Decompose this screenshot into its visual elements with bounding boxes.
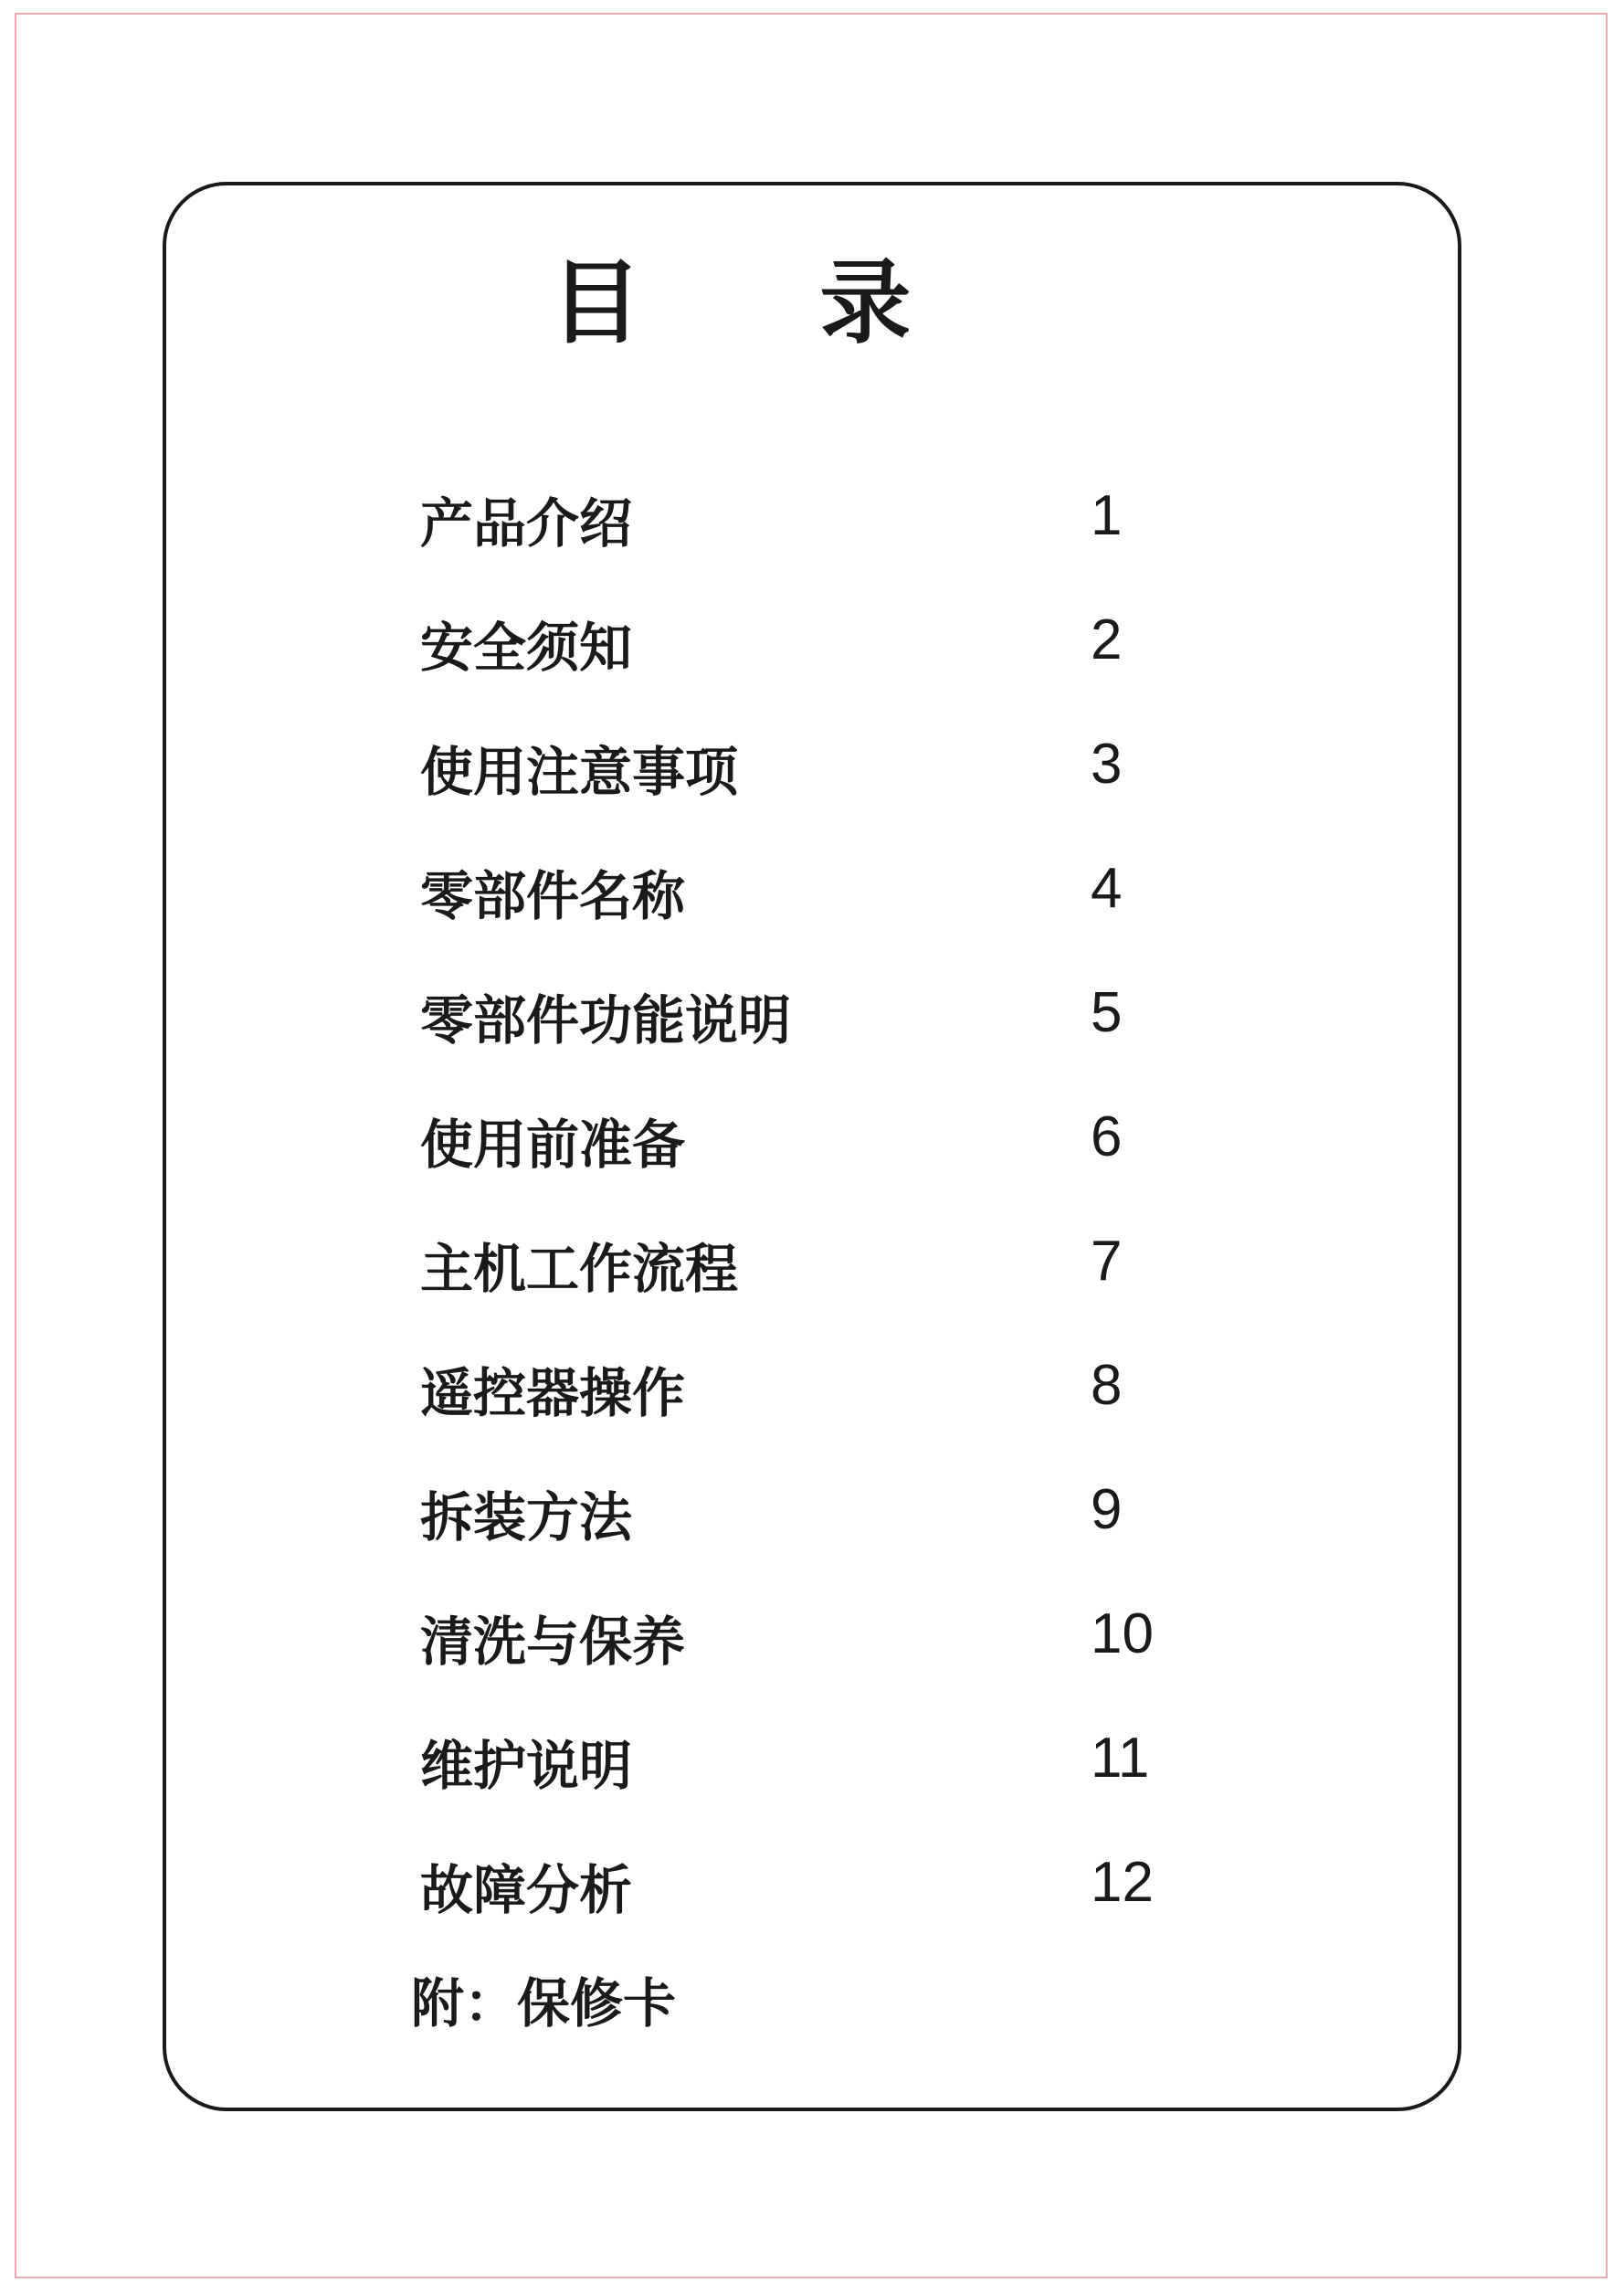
toc-entry-page: 5	[1091, 981, 1123, 1044]
toc-entry-label: 产品介绍	[420, 492, 633, 555]
page-title: 目 录	[550, 249, 985, 356]
toc-entry-page: 12	[1091, 1851, 1154, 1914]
toc-entry-page: 6	[1091, 1105, 1123, 1168]
toc-entry-label: 维护说明	[420, 1735, 633, 1797]
toc-entry-label: 拆装方法	[420, 1486, 633, 1548]
toc-entry-page: 11	[1091, 1727, 1150, 1790]
toc-entry[interactable]	[420, 1094, 1242, 1219]
toc-entry-label: 零部件名称	[420, 865, 686, 927]
toc-entry-label: 故障分析	[420, 1859, 633, 1921]
appendix-warranty-card[interactable]: 附：保修卡	[411, 1972, 677, 2034]
toc-entry-page: 4	[1091, 857, 1123, 920]
toc-list	[420, 473, 1242, 1964]
toc-entry-label: 安全须知	[420, 617, 633, 679]
toc-entry[interactable]	[420, 1219, 1242, 1343]
toc-entry-page: 10	[1091, 1602, 1154, 1665]
toc-entry-page: 2	[1091, 608, 1123, 671]
toc-entry-page: 9	[1091, 1478, 1123, 1541]
toc-entry-label: 零部件功能说明	[420, 989, 792, 1051]
toc-entry[interactable]	[420, 1716, 1242, 1840]
toc-entry[interactable]	[420, 1591, 1242, 1716]
toc-entry-label: 使用注意事项	[420, 741, 739, 803]
toc-entry-label: 遥控器操作	[420, 1362, 686, 1424]
toc-entry[interactable]	[420, 1840, 1242, 1964]
toc-entry-page: 1	[1091, 484, 1123, 547]
toc-entry-page: 8	[1091, 1354, 1123, 1417]
toc-entry-label: 清洗与保养	[420, 1611, 686, 1673]
toc-entry-label: 主机工作流程	[420, 1238, 739, 1300]
toc-entry-page: 3	[1091, 733, 1123, 796]
toc-entry[interactable]	[420, 970, 1242, 1094]
toc-entry[interactable]	[420, 597, 1242, 722]
toc-entry-label: 使用前准备	[420, 1114, 686, 1176]
toc-entry[interactable]	[420, 846, 1242, 970]
toc-entry[interactable]	[420, 473, 1242, 597]
toc-entry[interactable]	[420, 722, 1242, 846]
toc-entry[interactable]	[420, 1467, 1242, 1591]
toc-entry[interactable]	[420, 1343, 1242, 1467]
toc-entry-page: 7	[1091, 1230, 1123, 1293]
